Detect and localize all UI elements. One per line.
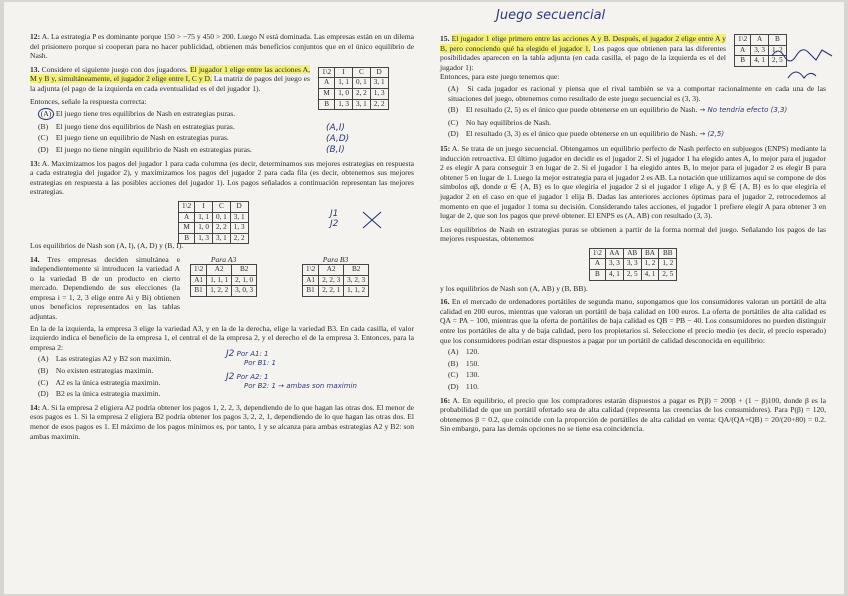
answer-13-matrix-wrap <box>30 201 414 241</box>
question-14-option-d[interactable]: (D) B2 es la única estrategia maximin. <box>38 389 161 399</box>
left-column <box>30 32 414 445</box>
question-14-table-b: Para B3 1\2 A2 B2 A1 2, 2, 3 3, 2, 3 B1 2, 2, 1 1, 1, 2 <box>302 255 369 297</box>
question-13-option-b[interactable]: (B) El juego tiene dos equilibrios de Nash en estrategias puras. <box>38 121 235 131</box>
question-15-option-b[interactable]: (B) El resultado (2, 5) es el único que puede obtenerse en un equilibrio de Nash. → No tendría efecto (3,3) <box>448 105 788 115</box>
right-column <box>440 34 826 438</box>
question-15-option-a[interactable]: (A) Si cada jugador es racional y piensa que el rival también se va a comportar racionalmente en cada una de las situaciones del juego, obtenemos como resultado de este juego secuencial es (3, 3). <box>448 83 826 103</box>
answer-15-text2: Los equilibrios de Nash en estrategias puras se obtienen a partir de la forma normal del juego. Señalando los pagos de las mejores respuestas, obtenemos <box>440 224 826 244</box>
question-13-rest: La matriz de pagos del juego es la adjunta (el pago de la izquierda en cada eventualidad es el del jugador 1). <box>30 74 310 93</box>
cross-mark-icon <box>360 209 384 231</box>
answer-16 <box>440 396 826 434</box>
question-16-number: 16. <box>440 297 450 307</box>
question-14-text2: En la de la izquierda, la empresa 3 elige la variedad A3, y en la de la derecha, elige la variedad B3. En cada casilla, el valor izquierdo indica el beneficio de la empresa 1, el central el de la empresa 2, y el derecho el de la empresa 3. Entonces, para la empresa 2: <box>30 323 414 352</box>
question-13-handwritten-notes: (A,I) (A,D) (B,I) <box>326 122 350 155</box>
question-14-text: Tres empresas deciden simultánea e independientemente si introducen la variedad A o la variedad B de un producto en cierto mercado. Dependiendo de sus elecciones (la empresa i = 1, 2, 3 elige entre Ai y Bi) obtienen unos beneficios representados en las tablas adjuntas. <box>30 254 180 322</box>
answer-15-normal-form-matrix: 1\2 AA AB BA BB A 3, 3 3, 3 1, 2 1, 2 B 4, 1 2, 5 4, 1 2, 5 <box>589 248 677 281</box>
answer-15-conclusion: y los equilibrios de Nash son (A, AB) y (B, BB). <box>440 283 588 293</box>
answer-12 <box>30 32 414 61</box>
question-13-prompt: Entonces, señale la respuesta correcta: <box>30 96 147 106</box>
question-13-number: 13. <box>30 64 40 74</box>
answer-16-text: A. En equilibrio, el precio que los compradores estarán dispuestos a pagar es P(β) = 200β + (1 − β)100, donde β es la probabilidad de que un portátil ofertado sea de alta calidad (representa las creencias de los consumidores). Para P(β) = 120, obtenemos β = 0.2, que coincide con la proporción de portátiles de alta calidad en venta: QA/(QA+QB) = 20/(20+80) = 0.2. Sin embargo, para las demás opciones no se tiene esa coincidencia. <box>440 395 826 434</box>
question-13-option-c[interactable]: (C) El juego tiene un equilibrio de Nash en estrategias puras. <box>38 133 229 143</box>
question-13-payoff-matrix: 1\2 I C D A 1, 1 0, 1 3, 1 M 1, 0 2, 2 1, 3 B 1, 3 3, 1 2, 2 <box>318 67 389 110</box>
question-13 <box>30 65 414 155</box>
question-16 <box>440 297 826 391</box>
answer-13-payoff-matrix: 1\2 I C D A 1, 1 0, 1 3, 1 M 1, 0 2, 2 1, 3 B 1, 3 3, 1 2, 2 <box>178 201 249 244</box>
answer-15-text: A. Se trata de un juego secuencial. Obtengamos un equilibrio perfecto de Nash perfecto en subjuegos (ENPS) mediante la inducción retroactiva. El último jugador en decidir es el jugador 2. Si el jugador 1 ha elegido antes A, lo mejor para el jugador 2 es elegir A para conseguir 3 en lugar de 2. Si el jugador 1 ha elegido antes B, lo mejor para el jugador 2 es elegir B para obtener 5 en lugar de 1. Luego la mejor estrategia para el jugador 2 es AB. La notación que utilizamos aquí se compone de dos símbolos αβ, donde α ∈ {A, B} es lo que elegiría el jugador 2 si el jugador 1 elige A, y β ∈ {A, B} es lo que elegiría el jugador 2 en el caso en que el jugador 1 elija B. Dadas las anteriores acciones óptimas para el jugador 2, retrocedemos al momento en que el jugador 1 toma su decisión. Considerando tales acciones, el jugador 1 prefiere elegir A para obtener 3 en lugar de 2, que son los pagos que prevé obtener. El ENPS es (A, AB) con resultado (3, 3). <box>440 143 826 221</box>
question-14-number: 14. <box>30 254 40 264</box>
question-15-option-c[interactable]: (C) No hay equilibrios de Nash. <box>448 117 551 127</box>
question-15-rest: Los pagos que obtienen para las diferentes posibilidades aparecen en la tabla adjunta (en cada casilla, el pago de la izquierda es el del jugador 1): <box>440 43 726 72</box>
answer-14 <box>30 403 414 441</box>
answer-12-number: 12: <box>30 32 41 41</box>
question-16-option-c[interactable]: (C) 130. <box>448 370 480 380</box>
question-14-option-c[interactable]: (C) A2 es la única estrategia maximin. <box>38 377 161 387</box>
exam-sheet <box>4 2 844 594</box>
question-13-option-d[interactable]: (D) El juego no tiene ningún equilibrio de Nash en estrategias puras. <box>38 144 252 154</box>
question-13-highlight: El jugador 1 elige entre las acciones A, M y B y, simultáneamente, el jugador 2 elige entre I, C y D. <box>30 64 310 84</box>
answer-14-text: A. Si la empresa 2 eligiera A2 podría obtener los pagos 1, 2, 2, 3, dependiendo de lo que hagan las otras dos. El menor de esos pagos es 1. Si la empresa 2 eligiera B2 podría obtener los pagos 3, 2, 2, 1, dependiendo de lo que hagan las otras dos. El menor de esos pagos es 1. El máximo de los pagos mínimos es, por tanto, 1 y se alcanza para ambas estrategias A2 y B2: son ambas maximin. <box>30 402 414 441</box>
question-14-handwritten-notes: J2 Por A1: 1 Por B1: 1 J2 Por A2: 1 Por B2: 1 → ambas son maximin <box>226 349 357 391</box>
question-14-option-a[interactable]: (A) Las estrategias A2 y B2 son maximin. <box>38 354 172 364</box>
question-14 <box>30 255 414 399</box>
answer-13-number: 13: <box>30 158 41 168</box>
answer-14-number: 14: <box>30 402 41 412</box>
question-15-payoff-matrix: 1\2 A B A 3, 3 1, 2 B 4, 1 2, 5 <box>734 34 787 67</box>
answer-12-text: A. La estrategia P es dominante porque 150 > −75 y 450 > 200. Luego N está dominada. Las empresas están en un dilema del prisionero porque si cooperan para no hacer publicidad, obtienen más beneficios conjuntos que en el único equilibrio de Nash. <box>30 32 414 61</box>
answer-13-handwritten-labels: J1 J2 <box>330 208 339 229</box>
answer-13-conclusion: Los equilibrios de Nash son (A, I), (A, D) y (B, I). <box>30 240 184 250</box>
handwritten-title: Juego secuencial <box>496 8 606 23</box>
question-16-text: En el mercado de ordenadores portátiles de segunda mano, supongamos que los consumidores valoran un portátil de alta calidad en 200 euros, mientras que valoran un portátil de baja calidad en 100 euros. La oferta de portátiles de alta calidad es QA = PA − 100, mientras que la oferta de portátiles de baja calidad es QB = PB − 40. Los consumidores no pueden distinguir entre los portátiles de alta y de baja calidad, pero los propietarios sí. Seleccione el precio medio (es decir, el precio esperado) que los consumidores podrían estar dispuestos a pagar por un portátil de calidad desconocida en equilibrio: <box>440 297 826 345</box>
answer-16-number: 16: <box>440 395 451 405</box>
question-15-prompt: Entonces, para este juego tenemos que: <box>440 72 560 82</box>
question-16-option-b[interactable]: (B) 150. <box>448 358 480 368</box>
question-14-option-b[interactable]: (B) No existen estrategias maximin. <box>38 366 154 376</box>
question-16-option-a[interactable]: (A) 120. <box>448 347 480 357</box>
question-15-option-d[interactable]: (D) El resultado (3, 3) es el único que puede obtenerse en un equilibrio de Nash. → (2,5) <box>448 129 725 139</box>
answer-13 <box>30 159 414 197</box>
answer-13-text: A. Maximizamos los pagos del jugador 1 para cada columna (es decir, determinamos sus mejores estrategias en respuesta a cada estrategia del jugador 2), y maximizamos los pagos del jugador 2 para cada fila (es decir, obtenemos sus mejores estrategias en respuesta a las posibles acciones del jugador 1). Los pagos señalados a continuación representan las mejores estrategias. <box>30 158 414 197</box>
question-15-number: 15. <box>440 34 450 43</box>
answer-15-number: 15: <box>440 143 451 153</box>
question-15-highlight: El jugador 1 elige primero entre las acciones A y B. Después, el jugador 2 elige entre A y B, pero conociendo qué ha elegido el jugador 1. <box>440 34 726 53</box>
question-13-option-a[interactable]: (A) El juego tiene tres equilibrios de Nash en estrategias puras. <box>38 108 414 120</box>
answer-15-matrix-wrap <box>440 248 826 281</box>
scribble-mark-icon <box>768 44 840 84</box>
answer-15 <box>440 144 826 221</box>
question-14-table-a: Para A3 1\2 A2 B2 A1 1, 1, 1 2, 1, 0 B1 1, 2, 2 3, 0, 3 <box>190 255 257 297</box>
question-13-intro: Considere el siguiente juego con dos jugadores. <box>41 64 188 74</box>
question-16-option-d[interactable]: (D) 110. <box>448 382 479 391</box>
